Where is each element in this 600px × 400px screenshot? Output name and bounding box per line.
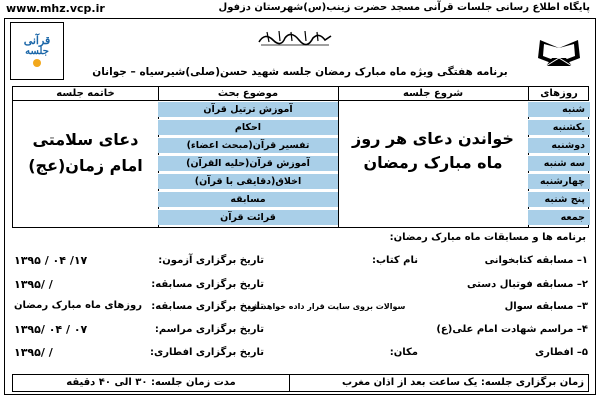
start-line-2: ماه مبارک رمضان <box>363 153 503 172</box>
banner-text: پایگاه اطلاع رسانی جلسات قرآنی مسجد حضرت زینب(س)شهرستان دزفول <box>218 2 590 13</box>
program-name: ۱– مسابقه کتابخوانی <box>484 255 588 266</box>
top-banner <box>0 0 600 18</box>
quran-session-logo <box>10 22 64 80</box>
day-cell: جمعه <box>528 209 590 225</box>
logo-line-2: جلسه <box>25 46 49 57</box>
session-start-text <box>338 127 528 175</box>
program-item <box>243 252 588 272</box>
date-row <box>14 252 264 272</box>
session-duration: مدت زمان جلسه: ۳۰ الی ۴۰ دقیقه <box>13 375 290 391</box>
day-cell: یکشنبه <box>528 119 590 135</box>
program-note: سوالات بروی سایت قرار داده خواهد شد <box>247 302 406 311</box>
date-label: تاریخ برگزاری مسابقه: <box>151 301 264 312</box>
program-name: ۲– مسابقه فوتبال دستی <box>467 279 588 290</box>
program-item <box>243 321 588 341</box>
closing-line-1: دعای سلامتی <box>32 130 139 149</box>
topic-cell: مسابقه <box>158 191 338 207</box>
program-item <box>243 298 588 318</box>
site-url[interactable]: www.mhz.vcp.ir <box>6 2 105 15</box>
weekly-schedule-table <box>12 86 589 228</box>
date-value: ۰۷ / ۰۴ /۱۳۹۵ <box>14 323 88 336</box>
date-label: تاریخ برگزاری مسابقه: <box>151 279 264 290</box>
date-row <box>14 344 264 364</box>
topic-cell: احکام <box>158 119 338 135</box>
date-value: ۱۷/ ۰۴ / ۱۳۹۵ <box>14 254 88 267</box>
program-detail: مکان: <box>389 347 418 358</box>
topic-cell: آموزش ترتیل قرآن <box>158 101 338 117</box>
page-title: برنامه هفتگی ویژه ماه مبارک رمضان جلسه شهید حسن(صلی)شیرسیاه – جوانان <box>92 66 508 78</box>
program-item <box>243 344 588 364</box>
date-row <box>14 276 264 296</box>
header-start: شروع جلسه <box>402 88 464 99</box>
date-label: تاریخ برگزاری افطاری: <box>150 347 264 358</box>
start-line-1: خواندن دعای هر روز <box>352 129 514 148</box>
date-value: / /۱۳۹۵ <box>14 278 53 291</box>
header-closing: خاتمه جلسه <box>56 88 115 99</box>
topic-cell: تفسیر قرآن(مبحث اعضاء) <box>158 137 338 153</box>
day-cell: دوشنبه <box>528 137 590 153</box>
date-row <box>14 321 264 341</box>
day-cell: شنبه <box>528 101 590 117</box>
program-name: ۵– افطاری <box>535 347 588 358</box>
session-closing-text <box>13 127 158 179</box>
topic-cell: اخلاق(دقایقی با قرآن) <box>158 173 338 189</box>
topic-cell: آموزش قرآن(حلیه القرآن) <box>158 155 338 171</box>
day-cell: پنج شنبه <box>528 191 590 207</box>
session-time: زمان برگزاری جلسه: یک ساعت بعد از اذان مغرب <box>342 377 584 388</box>
header-topic: موضوع بحث <box>217 88 279 99</box>
day-cell: چهارشنبه <box>528 173 590 189</box>
date-value: روزهای ماه مبارک رمضان <box>14 300 142 311</box>
date-label: تاریخ برگزاری آزمون: <box>158 255 264 266</box>
closing-line-2: امام زمان(عج) <box>28 156 143 175</box>
footer-bar <box>12 374 589 392</box>
date-value: / /۱۳۹۵ <box>14 346 53 359</box>
logo-dot <box>33 59 41 67</box>
programs-heading: برنامه ها و مسابقات ماه مبارک رمضان: <box>389 232 586 243</box>
header-days: روزهای <box>540 88 578 99</box>
quran-book-icon <box>536 36 582 70</box>
bismillah-calligraphy <box>255 26 335 48</box>
program-item <box>243 276 588 296</box>
program-name: ۳– مسابقه سوال <box>504 301 588 312</box>
logo-line-1: قرآنی <box>23 34 51 47</box>
date-row <box>14 298 264 318</box>
date-label: تاریخ برگزاری مراسم: <box>154 324 264 335</box>
day-cell: سه شنبه <box>528 155 590 171</box>
program-detail: نام کتاب: <box>371 255 418 266</box>
topic-cell: قرائت قرآن <box>158 209 338 225</box>
program-name: ۴– مراسم شهادت امام علی(ع) <box>436 324 588 335</box>
